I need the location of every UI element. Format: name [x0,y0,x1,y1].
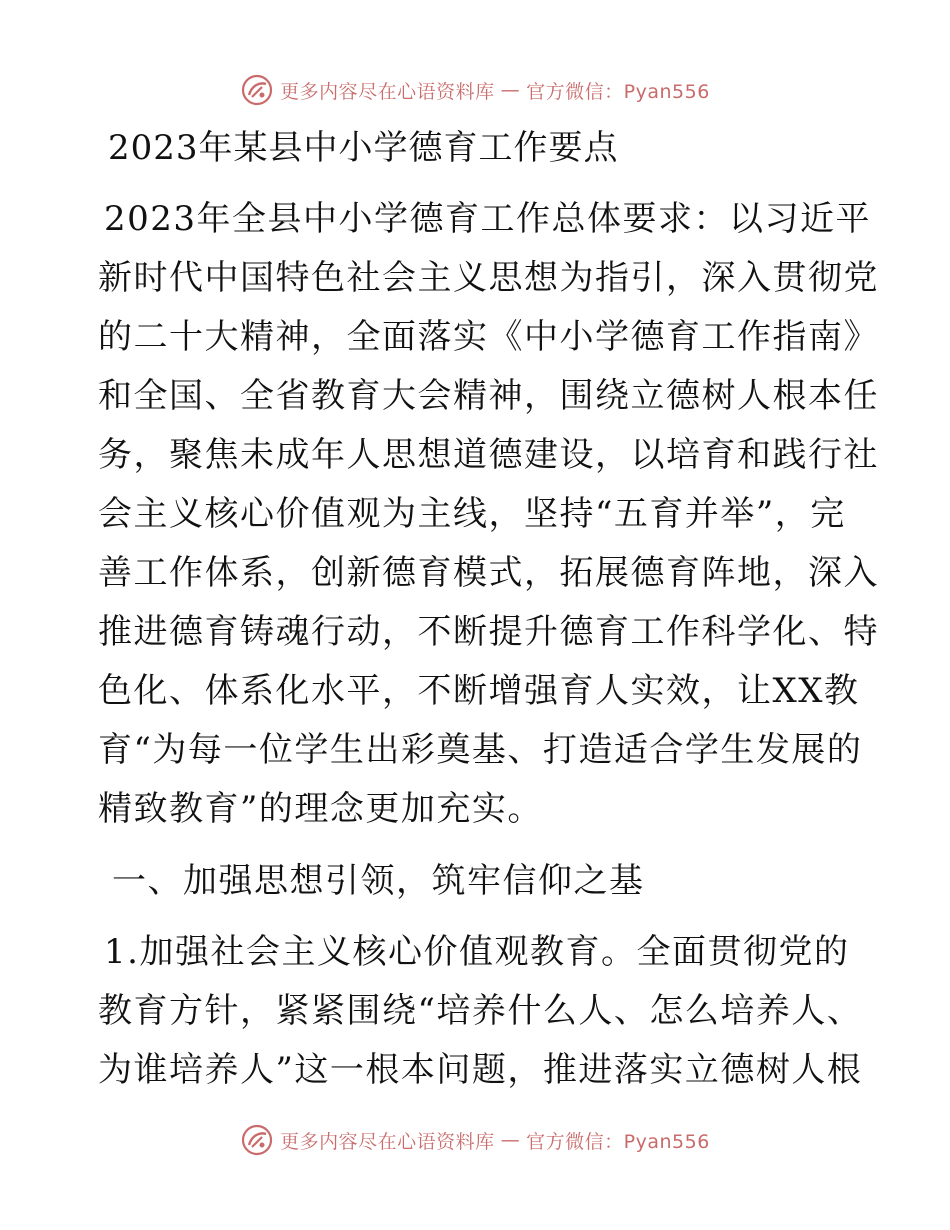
item-line: 为谁培养人”这一根本问题，推进落实立德树人根 [98,1050,863,1090]
watermark-dash: — [500,79,521,101]
intro-line: 色化、体系化水平，不断增强育人实效，让XX教 [98,671,860,711]
document-title: 2023年某县中小学德育工作要点 [108,128,619,168]
document-body [98,118,879,1100]
intro-line: 会主义核心价值观为主线，坚持“五育并举”，完 [98,494,846,534]
watermark-footer [0,1120,950,1160]
intro-line: 推进德育铸魂行动，不断提升德育工作科学化、特 [98,612,879,652]
intro-line: 善工作体系，创新德育模式，拓展德育阵地，深入 [98,553,879,593]
item-1-paragraph [98,923,863,1100]
watermark-header [0,70,950,110]
item-line: 教育方针，紧紧围绕“培养什么人、怎么培养人、 [98,991,863,1031]
intro-line: 和全国、全省教育大会精神，围绕立德树人根本任 [98,376,879,416]
intro-line: 新时代中国特色社会主义思想为指引，深入贯彻党 [98,258,879,298]
item-line: 1.加强社会主义核心价值观教育。全面贯彻党的 [104,932,850,972]
intro-line: 的二十大精神，全面落实《中小学德育工作指南》 [98,317,879,357]
watermark-dash: — [500,1129,521,1151]
intro-paragraph [98,190,879,839]
intro-line: 务，聚焦未成年人思想道德建设，以培育和践行社 [98,435,879,475]
intro-line: 精致教育”的理念更加充实。 [98,789,543,829]
brand-logo-icon [240,1123,274,1157]
section-heading-1: 一、加强思想引领，筑牢信仰之基 [112,861,645,901]
brand-logo-icon [240,73,274,107]
watermark-brand-text: 更多内容尽在心语资料库 [280,80,495,103]
intro-line: 育“为每一位学生出彩奠基、打造适合学生发展的 [98,730,863,770]
watermark-contact-text: 官方微信：Pyan556 [526,1130,710,1153]
intro-line: 2023年全县中小学德育工作总体要求：以习近平 [104,199,872,239]
watermark-contact-text: 官方微信：Pyan556 [526,80,710,103]
watermark-brand-text: 更多内容尽在心语资料库 [280,1130,495,1153]
